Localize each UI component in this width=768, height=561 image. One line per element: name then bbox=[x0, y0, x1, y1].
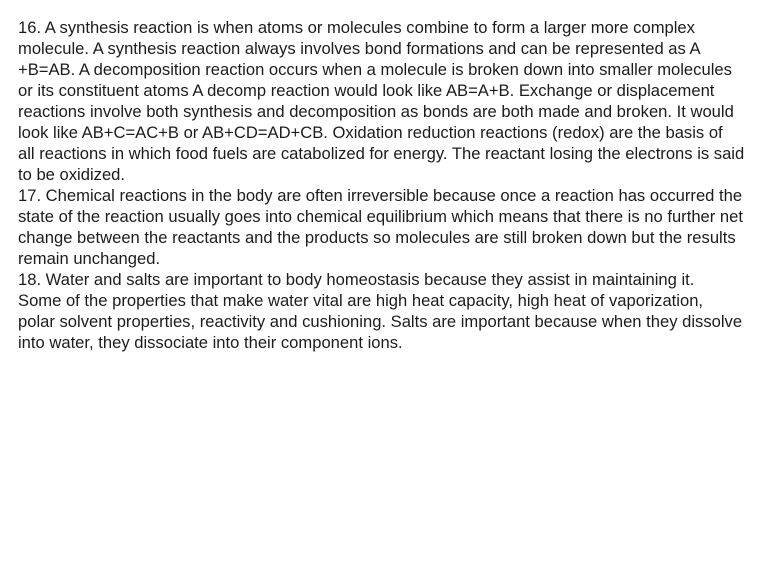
text-line: state of the reaction usually goes into chemical equilibrium which means that there is no further net bbox=[18, 207, 743, 226]
text-line: reactions involve both synthesis and decomposition as bonds are both made and broken. It would bbox=[18, 102, 734, 121]
document-body bbox=[18, 17, 758, 353]
text-line: 18. Water and salts are important to body homeostasis because they assist in maintaining it. bbox=[18, 270, 695, 289]
text-line: remain unchanged. bbox=[18, 249, 161, 268]
text-line: 16. A synthesis reaction is when atoms or molecules combine to form a larger more complex bbox=[18, 18, 695, 37]
answer-17 bbox=[18, 185, 758, 269]
answer-18 bbox=[18, 269, 758, 353]
answer-16 bbox=[18, 17, 758, 185]
text-line: polar solvent properties, reactivity and cushioning. Salts are important because when they dissolve bbox=[18, 312, 743, 331]
text-line: change between the reactants and the products so molecules are still broken down but the results bbox=[18, 228, 736, 247]
text-line: or its constituent atoms A decomp reaction would look like AB=A+B. Exchange or displacement bbox=[18, 81, 715, 100]
text-line: into water, they dissociate into their component ions. bbox=[18, 333, 403, 352]
text-line: molecule. A synthesis reaction always involves bond formations and can be represented as A bbox=[18, 39, 701, 58]
text-line: 17. Chemical reactions in the body are often irreversible because once a reaction has occurred the bbox=[18, 186, 743, 205]
text-line: Some of the properties that make water vital are high heat capacity, high heat of vaporization, bbox=[18, 291, 704, 310]
text-line: look like AB+C=AC+B or AB+CD=AD+CB. Oxidation reduction reactions (redox) are the basis of bbox=[18, 123, 723, 142]
text-line: +B=AB. A decomposition reaction occurs when a molecule is broken down into smaller molecules bbox=[18, 60, 732, 79]
text-line: to be oxidized. bbox=[18, 165, 126, 184]
text-line: all reactions in which food fuels are catabolized for energy. The reactant losing the electrons is said bbox=[18, 144, 745, 163]
